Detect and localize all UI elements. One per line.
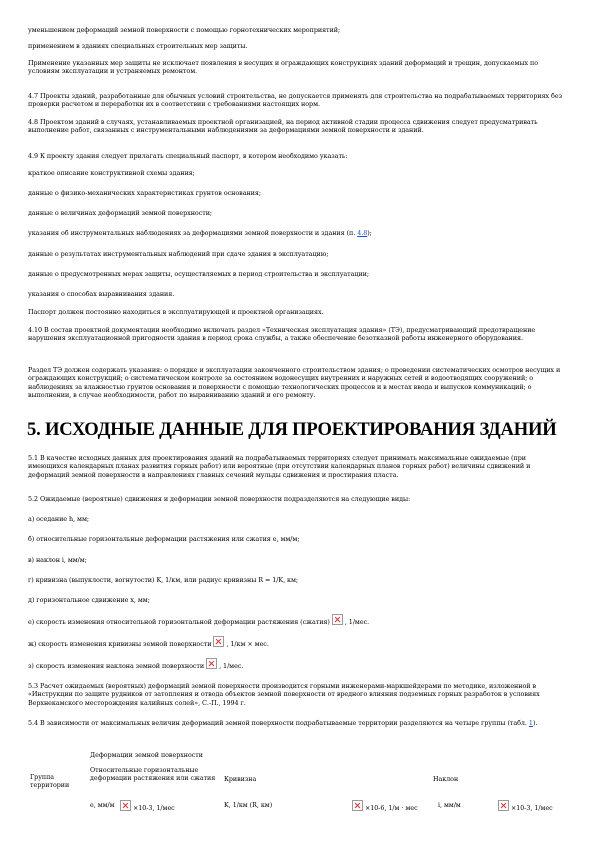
unit-curvature-rate [350,800,418,813]
paragraph-5-4-text: 5.4 В зависимости от максимальных величин деформаций земной поверхности подрабатываемые территории разделяются на четыре группы (табл. [28,719,529,727]
broken-image-icon [206,658,217,669]
section-5-heading: 5. ИСХОДНЫЕ ДАННЫЕ ДЛЯ ПРОЕКТИРОВАНИЯ ЗДАНИЙ [27,419,557,440]
paragraph-5-4-end: ). [532,719,538,727]
observations-text-end: ); [367,229,372,237]
unit-deformation-rate [118,800,175,813]
list-item-zh [28,636,563,648]
paragraph-special-measures: применением в зданиях специальных строительных мер защиты. [28,42,248,50]
list-item-b: б) относительные горизонтальные деформации растяжения или сжатия e, мм/м; [28,535,300,543]
table-header-group: Группа территории [30,774,70,789]
broken-image-icon [498,800,509,811]
observations-text: указания об инструментальных наблюдениях за деформациями земной поверхности и здания (п. [28,229,358,237]
list-item-d: д) горизонтальное сдвижение x, мм; [28,596,150,604]
list-item-v: в) наклон i, мм/м; [28,556,87,564]
table-header-curvature: Кривизна [224,776,257,783]
list-item-e [28,614,563,626]
broken-image-icon [332,614,343,625]
paragraph-4-8: 4.8 Проектом зданий в случаях, устанавливаемых проектной организацией, на период активной стадии процесса сдвижения следует предусматривать выполнение работ, связанных с инструментальными наблюдениями за деформациями земной поверхности и зданий. [28,118,538,135]
unit-tilt-rate-text: ×10-3, 1/мес [511,805,553,812]
list-item-soil: данные о физико-механических характеристиках грунтов основания; [28,189,261,197]
item-e-unit: , 1/мес. [344,618,370,626]
paragraph-4-9: 4.9 К проекту здания следует прилагать специальный паспорт, в котором необходимо указать: [28,152,348,160]
item-z-unit: , 1/мес. [219,662,244,670]
unit-deformation-rate-text: ×10-3, 1/мес [133,805,175,812]
item-zh-text: ж) скорость изменения кривизны земной поверхности [28,640,212,648]
unit-tilt: i, мм/м [438,802,461,809]
paragraph-protection-note: Применение указанных мер защиты не исключает появления в несущих и ограждающих конструкциях зданий деформаций и трещин, допускаемых по условиям эксплуатации и устраняемых ремонтом. [28,59,539,76]
item-e-text: е) скорость изменения относительной горизонтальной деформации растяжения (сжатия) [28,618,330,626]
item-z-text: з) скорость изменения наклона земной поверхности [28,662,205,670]
list-item-protection: данные о предусмотренных мерах защиты, осуществляемых в период строительства и эксплуатации; [28,270,369,278]
list-item-a: а) оседание h, мм; [28,515,89,523]
unit-tilt-rate [496,800,553,813]
list-item-g: г) кривизна (выпуклости, вогнутости) K, 1/км, или радиус кривизны R = 1/K, км; [28,576,299,584]
table-header-deformations: Деформации земной поверхности [90,752,203,759]
paragraph-te-section: Раздел ТЭ должен содержать указания: о порядке и эксплуатации законченного строительством здания; о проведении систематических осмотров несущих и ограждающих конструкций; о систематическом контроле за состоянием водонесущих внутренних и наружных сетей и водоотводящих сооружений; о наблюдениях за влажностью грунтов основания и поверхности с помощью технологических процессов и в местах ввода и выпусков коммуникаций; о выполнении, в случае необходимости, работ по выравниванию зданий и его ремонту. [28,366,561,399]
paragraph-4-7: 4.7 Проекты зданий, разработанные для обычных условий строительства, не допускается применять для строительства на подрабатываемых территориях без проверки расчетом и переработки их в соответствии с требованиями настоящих норм. [28,92,563,109]
link-4-8[interactable]: 4.8 [357,229,368,237]
paragraph-5-2: 5.2 Ожидаемые (вероятные) сдвижения и деформации земной поверхности подразделяются на следующие виды: [28,495,411,503]
unit-curvature-rate-text: ×10-6, 1/м · мес [365,805,418,812]
paragraph-5-3: 5.3 Расчет ожидаемых (вероятных) деформаций земной поверхности производится горными инженерами-маркшейдерами по методике, изложенной в «Инструкции по защите рудников от затопления и отвода объектов земной поверхности от вредного влияния подземных горных разработок в условиях Верхнекамского месторождения калийных солей», С.-П., 1994 г. [28,682,540,707]
list-item-deformations: данные о величинах деформаций земной поверхности; [28,209,213,217]
list-item-leveling: указания о способах выравнивания здания. [28,290,175,298]
link-table-1[interactable]: 1 [528,719,533,727]
list-item-structure: краткое описание конструктивной схемы здания; [28,169,195,177]
table-header-tilt: Наклон [433,776,459,783]
list-item-z [28,658,563,670]
list-item-observations [28,229,563,237]
table-header-relative-deformations: Относительные горизонтальные деформации растяжения или сжатия [90,767,216,782]
item-zh-unit: , 1/км × мес. [226,640,269,648]
paragraph-4-10: 4.10 В состав проектной документации необходимо включать раздел «Техническая эксплуатация здания» (ТЭ), предусматривающий предотвращение нарушения эксплуатационной пригодности здания в период срока службы, а также обеспечение безотказной работы инженерного оборудования. [28,326,536,343]
unit-curvature: K, 1/км (R, км) [224,802,273,809]
broken-image-icon [120,800,131,811]
paragraph-5-4 [28,719,563,727]
paragraph-passport: Паспорт должен постоянно находиться в эксплуатирующей и проектной организациях. [28,308,324,316]
unit-deformation: e, мм/м [90,802,115,809]
broken-image-icon [352,800,363,811]
broken-image-icon [213,636,224,647]
paragraph-5-1: 5.1 В качестве исходных данных для проектирования зданий на подрабатываемых территориях следует принимать максимальные ожидаемые (при имеющихся календарных планах развития горных работ) или вероятные (при отсутствии календарных планов горных работ) величины сдвижений и деформаций земной поверхности в направлениях главных сечений мульды сдвижения и простирания пласта. [28,454,531,479]
list-item-results: данные о результатах инструментальных наблюдений при сдаче здания в эксплуатацию; [28,250,329,258]
paragraph-mining-measures: уменьшением деформаций земной поверхности с помощью горнотехнических мероприятий; [28,26,341,34]
